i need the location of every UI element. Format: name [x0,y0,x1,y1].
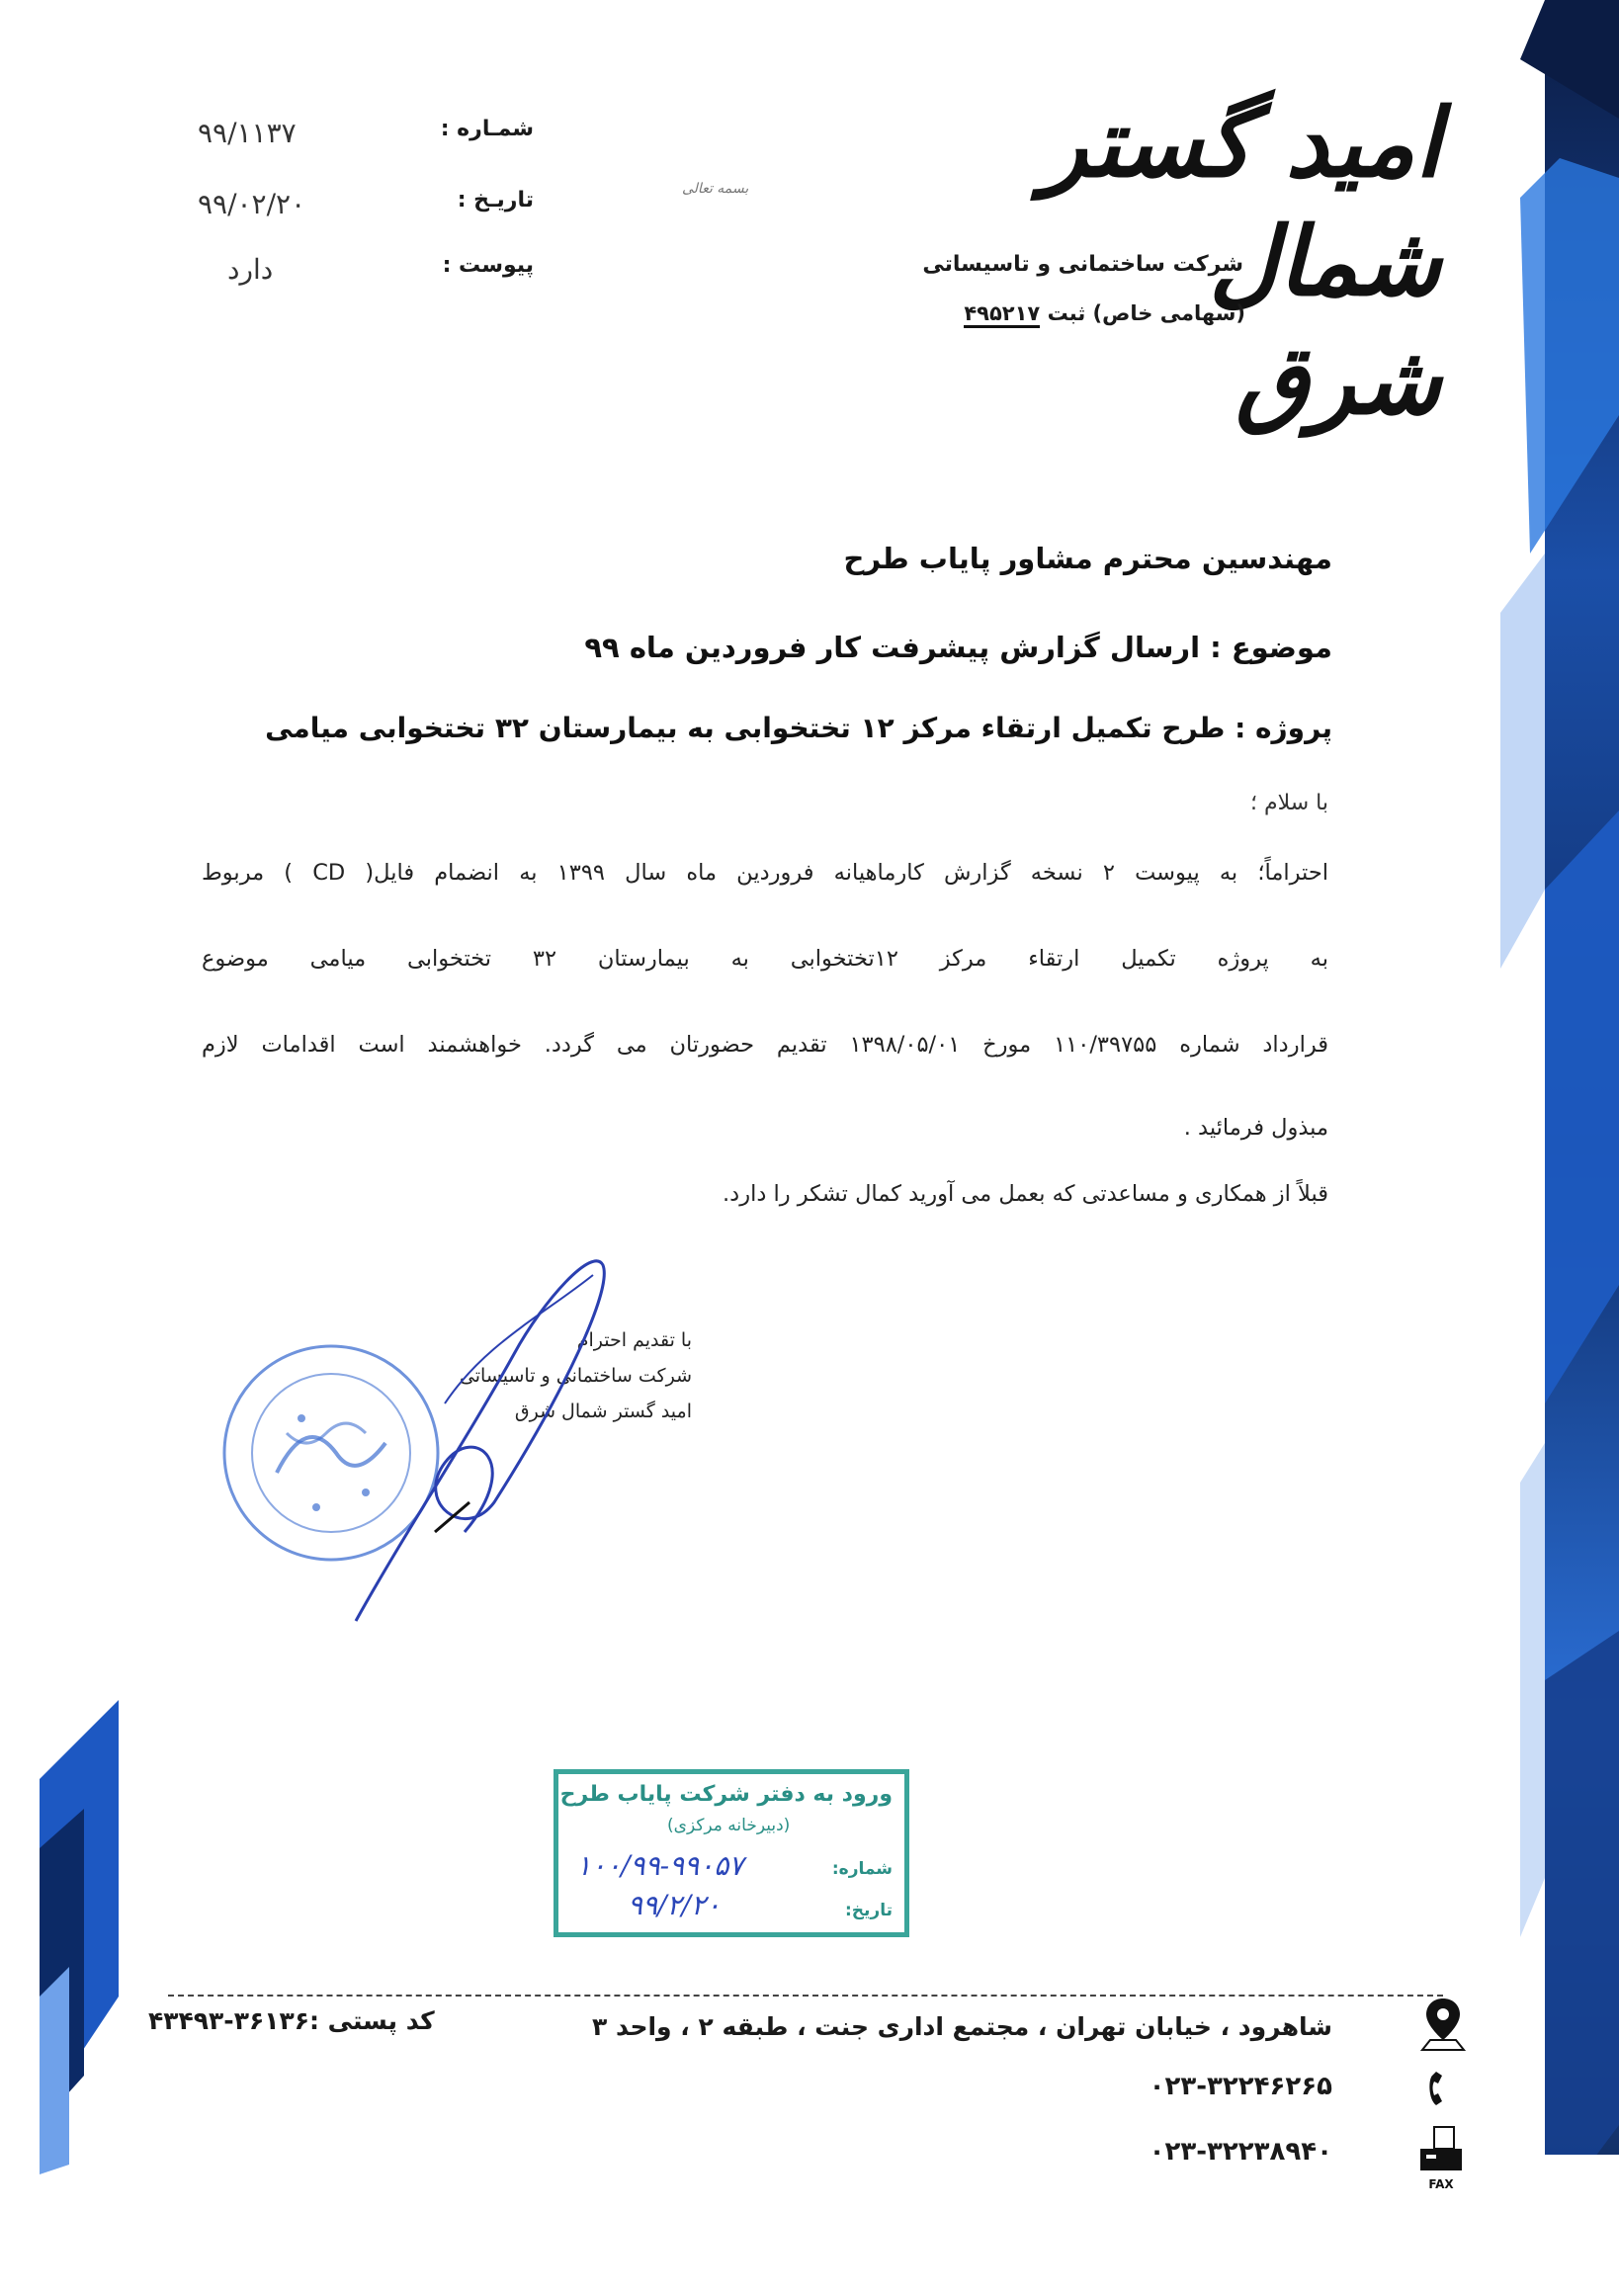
stamp-title: ورود به دفتر شرکت پایاب طرح [559,1782,893,1807]
phone-icon [1426,2070,1456,2113]
date-value: ۹۹/۰۲/۲۰ [198,188,306,220]
meta-attachment-row [178,253,534,293]
fax-icon-label: FAX [1428,2177,1454,2191]
registration-prefix: (سهامی خاص) ثبت [1047,301,1245,325]
bismillah: بسمه تعالی [682,181,749,197]
meta-date-row [178,188,534,227]
stamp-number-value: ۱۰۰/۹۹-۹۹۰۵۷ [576,1849,744,1882]
body-line: احتراماً؛ به پیوست ۲ نسخه گزارش کارماهیانه فروردین ماه سال ۱۳۹۹ به انضمام فایل( CD ) مربوط [202,860,1328,886]
body-line: قرارداد شماره ۱۱۰/۳۹۷۵۵ مورخ ۱۳۹۸/۰۵/۰۱ تقدیم حضورتان می گردد. خواهشمند است اقدامات لازم [202,1032,1328,1058]
date-label: تاریـخ : [457,188,534,213]
logo-script-text: امید گستر شمال شرق [1041,87,1441,436]
fax-number: ۰۲۳-۳۲۲۳۸۹۴۰ [1149,2137,1332,2167]
map-pin-icon [1420,1995,1466,2058]
subject-line: موضوع : ارسال گزارش پیشرفت کار فروردین ماه ۹۹ [584,631,1332,664]
body-line: مبذول فرمائید . [1183,1115,1328,1141]
stamp-date-label: تاریخ: [845,1901,893,1920]
thanks-line: قبلاً از همکاری و مساعدتی که بعمل می آورید کمال تشکر را دارد. [723,1181,1328,1207]
receipt-stamp [554,1769,909,1937]
corner-decoration [40,1700,138,2174]
project-line: پروژه : طرح تکمیل ارتقاء مرکز ۱۲ تختخوابی به بیمارستان ۳۲ تختخوابی میامی [265,712,1332,744]
addressee: مهندسین محترم مشاور پایاب طرح [843,542,1332,575]
fax-icon [1416,2123,1466,2198]
stamp-number-label: شماره: [831,1859,893,1879]
meta-number-row [178,117,534,156]
side-decoration [1500,0,1619,2296]
closing-company-name: امید گستر شمال شرق [514,1401,692,1422]
greeting: با سلام ؛ [1250,791,1328,815]
attachment-label: پیوست : [442,253,534,278]
body-line: به پروژه تکمیل ارتقاء مرکز ۱۲تختخوابی به بیمارستان ۳۲ تختخوابی میامی موضوع [202,946,1328,972]
registration-line [964,301,1245,325]
footer-divider [168,1995,1443,1997]
registration-number: ۴۹۵۲۱۷ [964,301,1040,328]
number-value: ۹۹/۱۱۳۷ [198,117,297,149]
company-type: شرکت ساختمانی و تاسیساتی [922,252,1243,277]
postal-code: کد پستی :۳۶۱۳۶-۴۳۴۹۳ [148,2006,435,2035]
stamp-date-value: ۹۹/۲/۲۰ [628,1889,722,1921]
stamp-subtitle: (دبیرخانه مرکزی) [667,1816,791,1835]
phone-number: ۰۲۳-۳۲۲۴۶۲۶۵ [1149,2072,1332,2101]
number-label: شمـاره : [440,117,534,141]
closing-company-type: شرکت ساختمانی و تاسیساتی [459,1365,692,1387]
address: شاهرود ، خیابان تهران ، مجتمع اداری جنت ، طبقه ۲ ، واحد ۳ [592,2012,1332,2041]
attachment-value: دارد [227,253,274,286]
closing-regards: با تقدیم احترام [576,1329,692,1351]
handwritten-signature [297,1206,652,1680]
